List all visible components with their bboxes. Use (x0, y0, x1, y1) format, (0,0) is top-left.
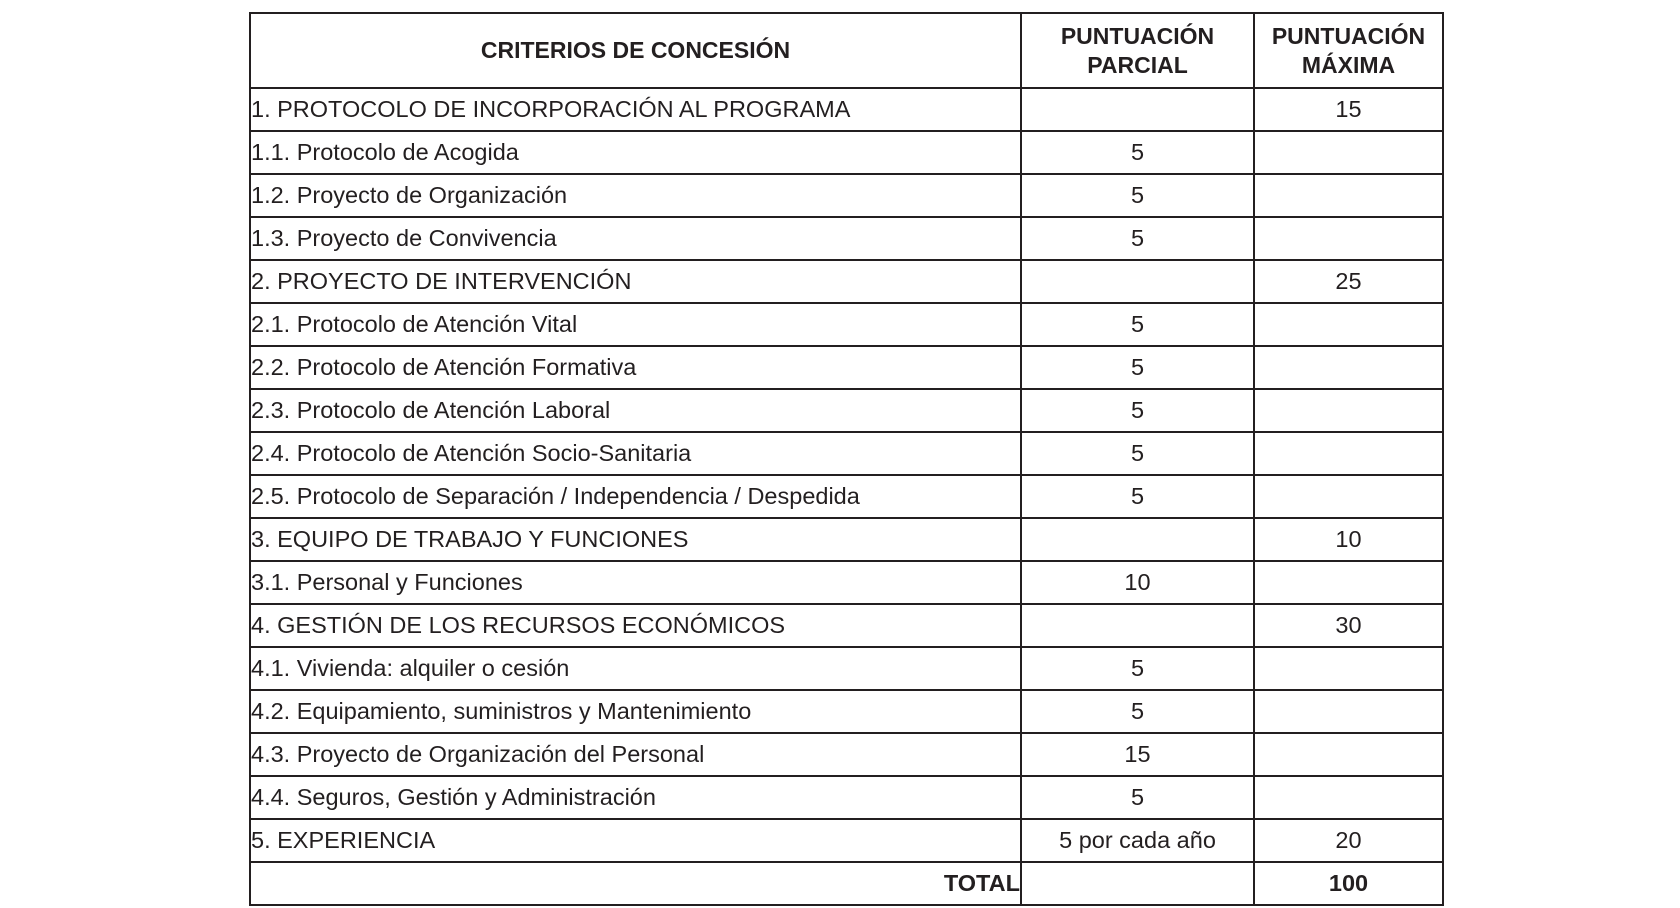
subcriterion-row (250, 131, 1443, 174)
criterion-label: 1.1. Protocolo de Acogida (250, 131, 1021, 174)
partial-score: 5 (1021, 174, 1254, 217)
section-row (250, 819, 1443, 862)
section-row (250, 260, 1443, 303)
max-score (1254, 690, 1443, 733)
max-score: 15 (1254, 88, 1443, 131)
max-score (1254, 561, 1443, 604)
criterion-label: 3.1. Personal y Funciones (250, 561, 1021, 604)
criterion-label: 2.4. Protocolo de Atención Socio-Sanitaria (250, 432, 1021, 475)
partial-score: 5 (1021, 131, 1254, 174)
partial-score: 5 (1021, 776, 1254, 819)
subcriterion-row (250, 432, 1443, 475)
max-score (1254, 776, 1443, 819)
max-score (1254, 303, 1443, 346)
max-score (1254, 346, 1443, 389)
criterion-label: 1. PROTOCOLO DE INCORPORACIÓN AL PROGRAMA (250, 88, 1021, 131)
header-criterios-label: CRITERIOS DE CONCESIÓN (480, 37, 791, 63)
criterion-label: 4.3. Proyecto de Organización del Personal (250, 733, 1021, 776)
partial-score (1021, 604, 1254, 647)
header-puntuacion-parcial (1021, 13, 1254, 88)
max-score (1254, 475, 1443, 518)
subcriterion-row (250, 561, 1443, 604)
criterion-label: 2.5. Protocolo de Separación / Independencia / Despedida (250, 475, 1021, 518)
criterion-label: 4. GESTIÓN DE LOS RECURSOS ECONÓMICOS (250, 604, 1021, 647)
header-puntuacion-maxima (1254, 13, 1443, 88)
criterion-label: 2.2. Protocolo de Atención Formativa (250, 346, 1021, 389)
criteria-table (249, 12, 1444, 906)
max-score (1254, 389, 1443, 432)
max-score (1254, 733, 1443, 776)
partial-score: 5 (1021, 217, 1254, 260)
total-label: TOTAL (250, 862, 1021, 905)
subcriterion-row (250, 690, 1443, 733)
criterion-label: 1.2. Proyecto de Organización (250, 174, 1021, 217)
partial-score: 5 (1021, 303, 1254, 346)
partial-score: 5 (1021, 690, 1254, 733)
subcriterion-row (250, 303, 1443, 346)
subcriterion-row (250, 346, 1443, 389)
criterion-label: 3. EQUIPO DE TRABAJO Y FUNCIONES (250, 518, 1021, 561)
subcriterion-row (250, 776, 1443, 819)
partial-score: 15 (1021, 733, 1254, 776)
subcriterion-row (250, 217, 1443, 260)
subcriterion-row (250, 174, 1443, 217)
header-criterios (250, 13, 1021, 88)
partial-score (1021, 260, 1254, 303)
max-score (1254, 131, 1443, 174)
header-parcial-line1: PUNTUACIÓN (1060, 22, 1215, 49)
partial-score (1021, 88, 1254, 131)
partial-score: 5 (1021, 346, 1254, 389)
criterion-label: 4.2. Equipamiento, suministros y Mantenimiento (250, 690, 1021, 733)
partial-score: 10 (1021, 561, 1254, 604)
max-score: 20 (1254, 819, 1443, 862)
max-score: 10 (1254, 518, 1443, 561)
section-row (250, 88, 1443, 131)
subcriterion-row (250, 389, 1443, 432)
max-score: 30 (1254, 604, 1443, 647)
criterion-label: 5. EXPERIENCIA (250, 819, 1021, 862)
criterion-label: 4.4. Seguros, Gestión y Administración (250, 776, 1021, 819)
criterion-label: 2. PROYECTO DE INTERVENCIÓN (250, 260, 1021, 303)
total-row (250, 862, 1443, 905)
subcriterion-row (250, 647, 1443, 690)
subcriterion-row (250, 475, 1443, 518)
partial-score (1021, 518, 1254, 561)
header-maxima-line1: PUNTUACIÓN (1271, 22, 1426, 49)
partial-score: 5 (1021, 647, 1254, 690)
criterion-label: 4.1. Vivienda: alquiler o cesión (250, 647, 1021, 690)
subcriterion-row (250, 733, 1443, 776)
max-score (1254, 217, 1443, 260)
partial-score: 5 (1021, 389, 1254, 432)
header-parcial-line2: PARCIAL (1087, 51, 1188, 78)
max-score (1254, 174, 1443, 217)
header-maxima-line2: MÁXIMA (1301, 51, 1396, 78)
criterion-label: 2.3. Protocolo de Atención Laboral (250, 389, 1021, 432)
total-maxima: 100 (1254, 862, 1443, 905)
section-row (250, 604, 1443, 647)
partial-score: 5 (1021, 475, 1254, 518)
max-score (1254, 432, 1443, 475)
max-score: 25 (1254, 260, 1443, 303)
partial-score: 5 por cada año (1021, 819, 1254, 862)
header-row (250, 13, 1443, 88)
criterion-label: 2.1. Protocolo de Atención Vital (250, 303, 1021, 346)
partial-score: 5 (1021, 432, 1254, 475)
criterion-label: 1.3. Proyecto de Convivencia (250, 217, 1021, 260)
max-score (1254, 647, 1443, 690)
criteria-body (250, 88, 1443, 862)
section-row (250, 518, 1443, 561)
total-parcial (1021, 862, 1254, 905)
